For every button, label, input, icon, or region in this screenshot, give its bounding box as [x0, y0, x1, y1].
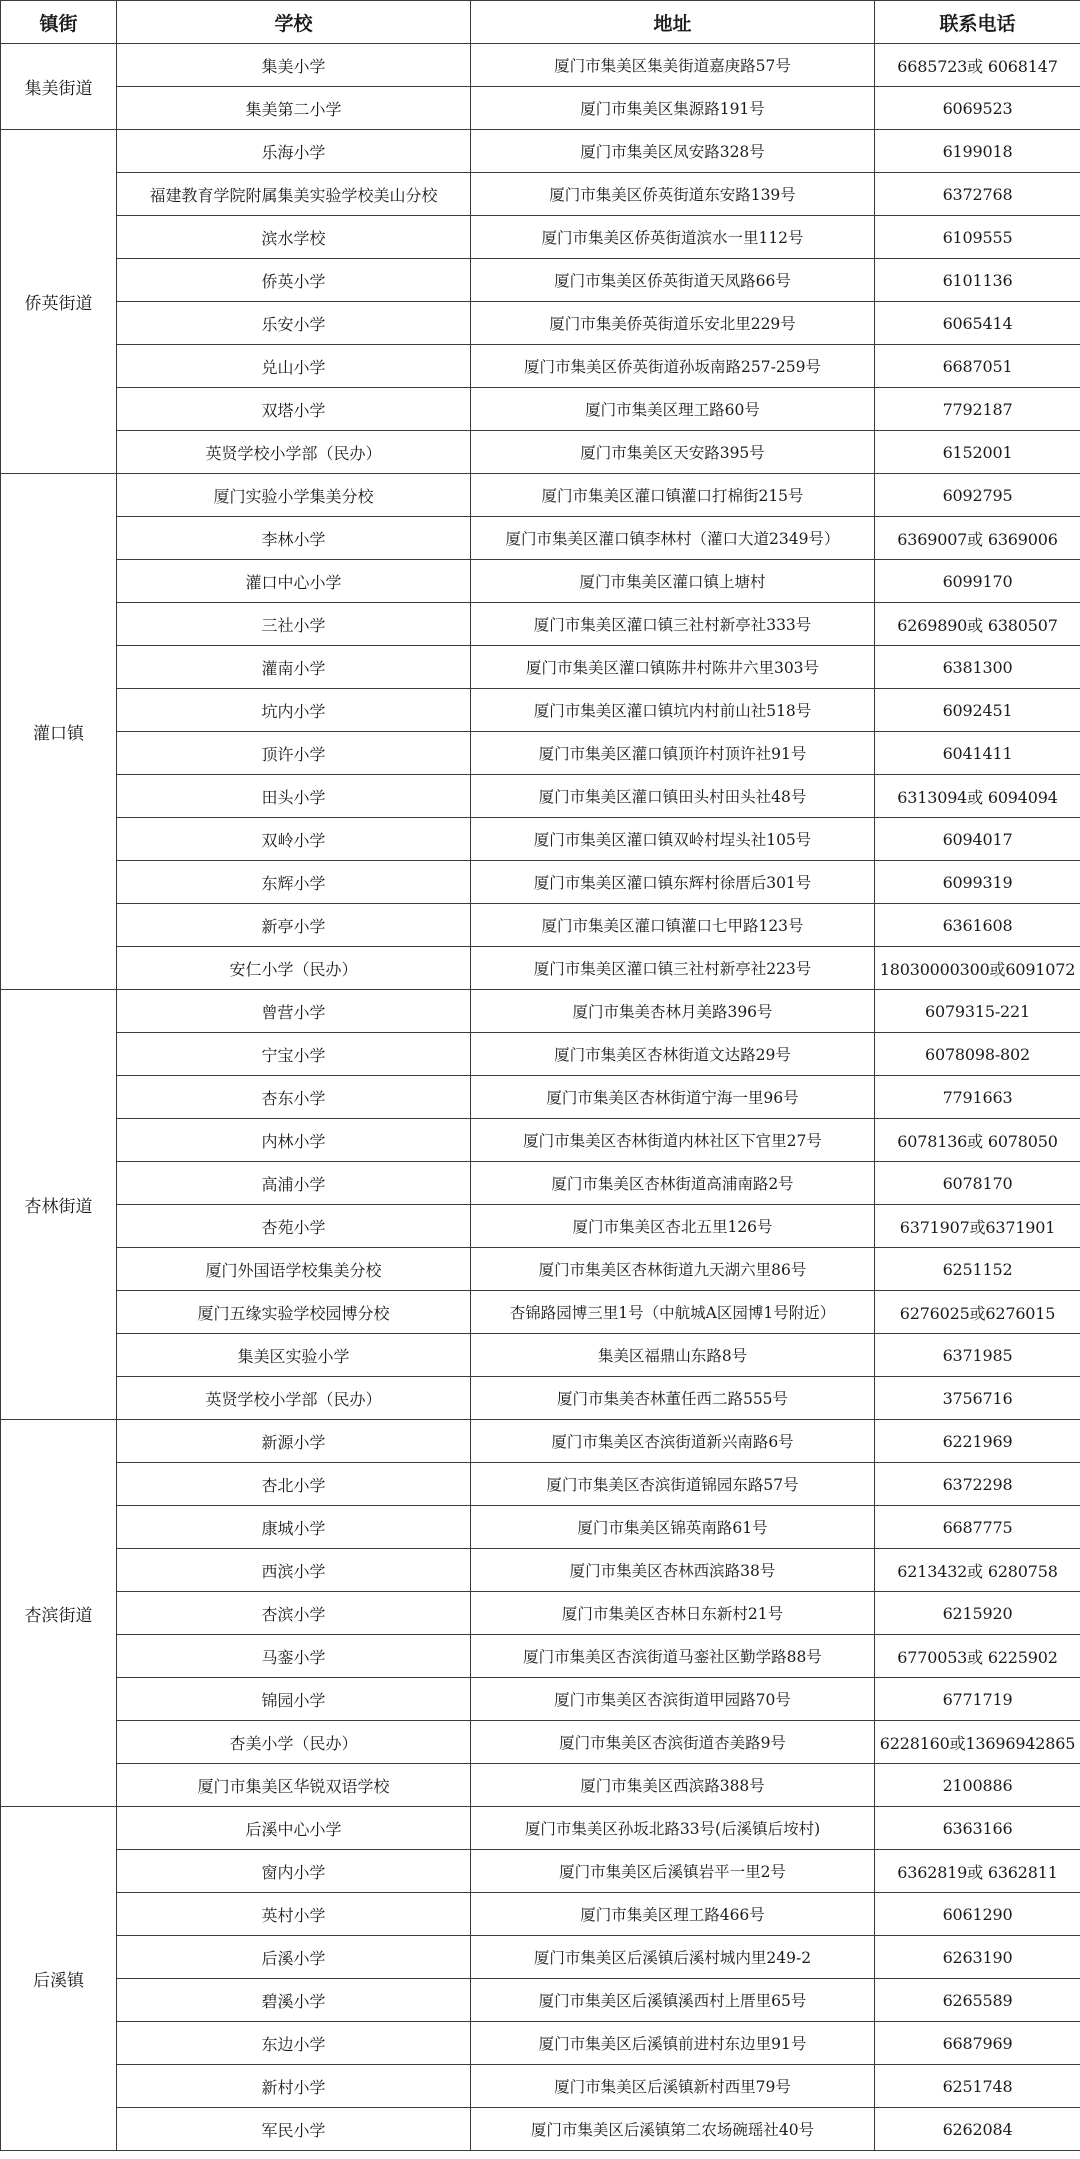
address-cell: 厦门市集美区灌口镇顶许村顶许社91号	[471, 732, 875, 775]
table-row	[1, 560, 1080, 603]
address-cell: 厦门市集美区灌口镇田头村田头社48号	[471, 775, 875, 818]
table-row	[1, 732, 1080, 775]
school-cell: 英贤学校小学部（民办）	[117, 1377, 471, 1420]
phone-cell: 6099170	[875, 560, 1080, 603]
school-cell: 新亭小学	[117, 904, 471, 947]
address-cell: 厦门市集美区杏滨街道马銮社区勤学路88号	[471, 1635, 875, 1678]
phone-cell: 6687775	[875, 1506, 1080, 1549]
table-row	[1, 1764, 1080, 1807]
school-cell: 高浦小学	[117, 1162, 471, 1205]
school-cell: 集美第二小学	[117, 87, 471, 130]
address-cell: 厦门市集美杏林月美路396号	[471, 990, 875, 1033]
table-row	[1, 1979, 1080, 2022]
address-cell: 厦门市集美区灌口镇灌口打棉街215号	[471, 474, 875, 517]
table-row	[1, 1076, 1080, 1119]
address-cell: 厦门市集美区侨英街道孙坂南路257-259号	[471, 345, 875, 388]
table-row	[1, 1850, 1080, 1893]
phone-cell: 6276025或6276015	[875, 1291, 1080, 1334]
address-cell: 厦门市集美区理工路466号	[471, 1893, 875, 1936]
phone-cell: 6041411	[875, 732, 1080, 775]
address-cell: 厦门市集美区灌口镇三社村新亭社333号	[471, 603, 875, 646]
school-cell: 杏苑小学	[117, 1205, 471, 1248]
school-cell: 厦门五缘实验学校园博分校	[117, 1291, 471, 1334]
table-row	[1, 474, 1080, 517]
address-cell: 集美区福鼎山东路8号	[471, 1334, 875, 1377]
phone-cell: 7791663	[875, 1076, 1080, 1119]
phone-cell: 6099319	[875, 861, 1080, 904]
school-cell: 杏滨小学	[117, 1592, 471, 1635]
address-cell: 厦门市集美区杏林街道高浦南路2号	[471, 1162, 875, 1205]
phone-cell: 6092795	[875, 474, 1080, 517]
phone-cell: 6078136或 6078050	[875, 1119, 1080, 1162]
address-cell: 厦门市集美区灌口镇东辉村徐厝后301号	[471, 861, 875, 904]
phone-cell: 6313094或 6094094	[875, 775, 1080, 818]
table-row	[1, 1377, 1080, 1420]
school-cell: 杏东小学	[117, 1076, 471, 1119]
school-cell: 滨水学校	[117, 216, 471, 259]
school-cell: 曾营小学	[117, 990, 471, 1033]
table-row	[1, 1463, 1080, 1506]
phone-cell: 6065414	[875, 302, 1080, 345]
table-row	[1, 173, 1080, 216]
town-cell: 后溪镇	[1, 1807, 117, 2151]
phone-cell: 6078170	[875, 1162, 1080, 1205]
table-row	[1, 302, 1080, 345]
town-cell: 侨英街道	[1, 130, 117, 474]
school-cell: 乐安小学	[117, 302, 471, 345]
address-cell: 厦门市集美区灌口镇三社村新亭社223号	[471, 947, 875, 990]
school-cell: 集美区实验小学	[117, 1334, 471, 1377]
phone-cell: 6152001	[875, 431, 1080, 474]
school-cell: 三社小学	[117, 603, 471, 646]
address-cell: 厦门市集美区杏林西滨路38号	[471, 1549, 875, 1592]
phone-cell: 6363166	[875, 1807, 1080, 1850]
table-row	[1, 1205, 1080, 1248]
address-cell: 厦门市集美区后溪镇岩平一里2号	[471, 1850, 875, 1893]
table-row	[1, 388, 1080, 431]
phone-cell: 6199018	[875, 130, 1080, 173]
phone-cell: 2100886	[875, 1764, 1080, 1807]
address-cell: 厦门市集美区灌口镇灌口七甲路123号	[471, 904, 875, 947]
phone-cell: 6687969	[875, 2022, 1080, 2065]
table-row	[1, 818, 1080, 861]
town-cell: 杏林街道	[1, 990, 117, 1420]
address-cell: 厦门市集美区杏林街道文达路29号	[471, 1033, 875, 1076]
address-cell: 厦门市集美区孙坂北路33号(后溪镇后垵村)	[471, 1807, 875, 1850]
town-cell: 杏滨街道	[1, 1420, 117, 1807]
table-row	[1, 1807, 1080, 1850]
table-row	[1, 130, 1080, 173]
address-cell: 厦门市集美杏林董任西二路555号	[471, 1377, 875, 1420]
address-cell: 厦门市集美区后溪镇前进村东边里91号	[471, 2022, 875, 2065]
table-row	[1, 345, 1080, 388]
address-cell: 厦门市集美区杏滨街道锦园东路57号	[471, 1463, 875, 1506]
header-address: 地址	[471, 1, 875, 44]
phone-cell: 6061290	[875, 1893, 1080, 1936]
address-cell: 厦门市集美区后溪镇第二农场碗瑶社40号	[471, 2108, 875, 2151]
address-cell: 厦门市集美区灌口镇上塘村	[471, 560, 875, 603]
header-row	[1, 1, 1080, 44]
address-cell: 厦门市集美区集源路191号	[471, 87, 875, 130]
phone-cell: 6263190	[875, 1936, 1080, 1979]
school-cell: 双岭小学	[117, 818, 471, 861]
phone-cell: 6381300	[875, 646, 1080, 689]
school-cell: 东边小学	[117, 2022, 471, 2065]
table-row	[1, 1420, 1080, 1463]
phone-cell: 6215920	[875, 1592, 1080, 1635]
phone-cell: 18030000300或6091072	[875, 947, 1080, 990]
school-cell: 锦园小学	[117, 1678, 471, 1721]
table-row	[1, 990, 1080, 1033]
town-cell: 灌口镇	[1, 474, 117, 990]
table-header	[1, 1, 1080, 44]
header-town: 镇街	[1, 1, 117, 44]
address-cell: 厦门市集美区杏滨街道杏美路9号	[471, 1721, 875, 1764]
phone-cell: 6109555	[875, 216, 1080, 259]
phone-cell: 6371907或6371901	[875, 1205, 1080, 1248]
school-cell: 英贤学校小学部（民办）	[117, 431, 471, 474]
table-row	[1, 1506, 1080, 1549]
phone-cell: 6251748	[875, 2065, 1080, 2108]
address-cell: 厦门市集美区锦英南路61号	[471, 1506, 875, 1549]
table-row	[1, 689, 1080, 732]
school-cell: 西滨小学	[117, 1549, 471, 1592]
table-row	[1, 431, 1080, 474]
school-cell: 福建教育学院附属集美实验学校美山分校	[117, 173, 471, 216]
phone-cell: 6372298	[875, 1463, 1080, 1506]
phone-cell: 6262084	[875, 2108, 1080, 2151]
address-cell: 厦门市集美区杏林街道内林社区下官里27号	[471, 1119, 875, 1162]
phone-cell: 6265589	[875, 1979, 1080, 2022]
address-cell: 厦门市集美侨英街道乐安北里229号	[471, 302, 875, 345]
phone-cell: 6371985	[875, 1334, 1080, 1377]
address-cell: 厦门市集美区侨英街道东安路139号	[471, 173, 875, 216]
table-row	[1, 1721, 1080, 1764]
table-row	[1, 1334, 1080, 1377]
school-cell: 杏北小学	[117, 1463, 471, 1506]
address-cell: 厦门市集美区杏滨街道新兴南路6号	[471, 1420, 875, 1463]
phone-cell: 6269890或 6380507	[875, 603, 1080, 646]
school-cell: 厦门市集美区华锐双语学校	[117, 1764, 471, 1807]
table-row	[1, 947, 1080, 990]
school-cell: 双塔小学	[117, 388, 471, 431]
header-phone: 联系电话	[875, 1, 1080, 44]
school-cell: 厦门实验小学集美分校	[117, 474, 471, 517]
phone-cell: 6770053或 6225902	[875, 1635, 1080, 1678]
phone-cell: 6079315-221	[875, 990, 1080, 1033]
table-row	[1, 2065, 1080, 2108]
school-cell: 后溪小学	[117, 1936, 471, 1979]
table-body	[1, 44, 1080, 2151]
phone-cell: 6221969	[875, 1420, 1080, 1463]
school-cell: 后溪中心小学	[117, 1807, 471, 1850]
phone-cell: 6687051	[875, 345, 1080, 388]
school-cell: 新源小学	[117, 1420, 471, 1463]
table-row	[1, 861, 1080, 904]
school-cell: 窗内小学	[117, 1850, 471, 1893]
phone-cell: 6372768	[875, 173, 1080, 216]
address-cell: 厦门市集美区灌口镇李林村（灌口大道2349号）	[471, 517, 875, 560]
address-cell: 厦门市集美区灌口镇坑内村前山社518号	[471, 689, 875, 732]
phone-cell: 7792187	[875, 388, 1080, 431]
school-cell: 坑内小学	[117, 689, 471, 732]
school-cell: 灌口中心小学	[117, 560, 471, 603]
table-row	[1, 216, 1080, 259]
table-row	[1, 44, 1080, 87]
address-cell: 厦门市集美区西滨路388号	[471, 1764, 875, 1807]
school-cell: 田头小学	[117, 775, 471, 818]
phone-cell: 3756716	[875, 1377, 1080, 1420]
table-row	[1, 87, 1080, 130]
school-cell: 安仁小学（民办）	[117, 947, 471, 990]
school-cell: 东辉小学	[117, 861, 471, 904]
address-cell: 厦门市集美区天安路395号	[471, 431, 875, 474]
address-cell: 厦门市集美区灌口镇陈井村陈井六里303号	[471, 646, 875, 689]
address-cell: 厦门市集美区后溪镇溪西村上厝里65号	[471, 1979, 875, 2022]
address-cell: 杏锦路园博三里1号（中航城A区园博1号附近）	[471, 1291, 875, 1334]
phone-cell: 6069523	[875, 87, 1080, 130]
phone-cell: 6369007或 6369006	[875, 517, 1080, 560]
table-row	[1, 2108, 1080, 2151]
table-row	[1, 1893, 1080, 1936]
phone-cell: 6101136	[875, 259, 1080, 302]
address-cell: 厦门市集美区凤安路328号	[471, 130, 875, 173]
table-row	[1, 259, 1080, 302]
address-cell: 厦门市集美区杏滨街道甲园路70号	[471, 1678, 875, 1721]
address-cell: 厦门市集美区后溪镇后溪村城内里249-2	[471, 1936, 875, 1979]
school-cell: 侨英小学	[117, 259, 471, 302]
phone-cell: 6092451	[875, 689, 1080, 732]
school-cell: 杏美小学（民办）	[117, 1721, 471, 1764]
school-cell: 碧溪小学	[117, 1979, 471, 2022]
table-row	[1, 1162, 1080, 1205]
table-row	[1, 1033, 1080, 1076]
address-cell: 厦门市集美区杏北五里126号	[471, 1205, 875, 1248]
table-row	[1, 1592, 1080, 1635]
address-cell: 厦门市集美区杏林街道九天湖六里86号	[471, 1248, 875, 1291]
table-row	[1, 603, 1080, 646]
phone-cell: 6213432或 6280758	[875, 1549, 1080, 1592]
table-row	[1, 1936, 1080, 1979]
school-cell: 英村小学	[117, 1893, 471, 1936]
school-cell: 兑山小学	[117, 345, 471, 388]
address-cell: 厦门市集美区杏林日东新村21号	[471, 1592, 875, 1635]
address-cell: 厦门市集美区侨英街道天凤路66号	[471, 259, 875, 302]
school-cell: 厦门外国语学校集美分校	[117, 1248, 471, 1291]
phone-cell: 6685723或 6068147	[875, 44, 1080, 87]
table-row	[1, 1635, 1080, 1678]
school-cell: 集美小学	[117, 44, 471, 87]
table-row	[1, 1248, 1080, 1291]
table-row	[1, 517, 1080, 560]
table-row	[1, 1119, 1080, 1162]
table-row	[1, 1549, 1080, 1592]
school-cell: 灌南小学	[117, 646, 471, 689]
phone-cell: 6362819或 6362811	[875, 1850, 1080, 1893]
table-row	[1, 1678, 1080, 1721]
address-cell: 厦门市集美区侨英街道滨水一里112号	[471, 216, 875, 259]
school-cell: 内林小学	[117, 1119, 471, 1162]
table-row	[1, 904, 1080, 947]
phone-cell: 6228160或13696942865	[875, 1721, 1080, 1764]
school-cell: 宁宝小学	[117, 1033, 471, 1076]
school-cell: 马銮小学	[117, 1635, 471, 1678]
table-row	[1, 1291, 1080, 1334]
phone-cell: 6251152	[875, 1248, 1080, 1291]
school-cell: 乐海小学	[117, 130, 471, 173]
phone-cell: 6771719	[875, 1678, 1080, 1721]
school-cell: 顶许小学	[117, 732, 471, 775]
phone-cell: 6361608	[875, 904, 1080, 947]
school-cell: 新村小学	[117, 2065, 471, 2108]
table-row	[1, 646, 1080, 689]
address-cell: 厦门市集美区灌口镇双岭村埕头社105号	[471, 818, 875, 861]
school-cell: 李林小学	[117, 517, 471, 560]
table-row	[1, 775, 1080, 818]
header-school: 学校	[117, 1, 471, 44]
town-cell: 集美街道	[1, 44, 117, 130]
table-row	[1, 2022, 1080, 2065]
phone-cell: 6078098-802	[875, 1033, 1080, 1076]
address-cell: 厦门市集美区理工路60号	[471, 388, 875, 431]
school-cell: 康城小学	[117, 1506, 471, 1549]
phone-cell: 6094017	[875, 818, 1080, 861]
address-cell: 厦门市集美区杏林街道宁海一里96号	[471, 1076, 875, 1119]
address-cell: 厦门市集美区集美街道嘉庚路57号	[471, 44, 875, 87]
address-cell: 厦门市集美区后溪镇新村西里79号	[471, 2065, 875, 2108]
school-cell: 军民小学	[117, 2108, 471, 2151]
